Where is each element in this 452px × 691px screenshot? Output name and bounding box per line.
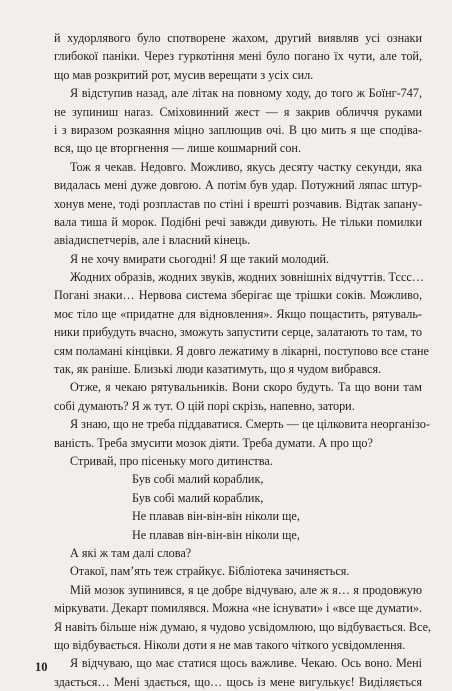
text-line: що відбувається. Ніколи доти я не мав такого чіткого усвідомлення.	[54, 637, 406, 652]
verse-line: Був собі малий кораблик,	[132, 490, 264, 505]
text-line: Тож я чекав. Недовго. Можливо, якусь десяту частку секунди, яка	[70, 159, 422, 174]
text-line: Я відступив назад, але літак на повному ходу, до того ж Боїнг-747,	[70, 86, 422, 101]
text-line: й худорлявого було спотворене жахом, другий виявляв усі ознаки	[54, 31, 422, 45]
text-line: Отже, я чекаю рятувальників. Вони скоро будуть. Та що вони там	[70, 380, 422, 395]
text-line: і з виразом розкаяння міцно заплющив очі. В цю мить я ще сподіва-	[54, 122, 422, 137]
text-line: Жодних образів, жодних звуків, жодних зовнішніх відчуттів. Тссс…	[70, 270, 424, 285]
text-line: здається… Мені здається, що… щось із мене вигулькує! Виділяється	[54, 674, 422, 689]
text-line: собі думають? Я ж тут. О цій порі скрізь, напевно, затори.	[54, 398, 355, 413]
verse-line: Не плавав він-він-він ніколи ще,	[132, 509, 300, 524]
text-line: Я знаю, що не треба піддаватися. Смерть — це цілковита неорганізо-	[70, 417, 430, 432]
page-body	[54, 29, 432, 691]
verse-line: Не плавав він-він-він ніколи ще,	[132, 527, 300, 542]
text-line: вся, що це вторгнення — лише кошмарний сон.	[54, 141, 302, 156]
text-line: авіадиспетчерів, але і власний кінець.	[54, 233, 251, 248]
text-line: міркувати. Декарт помилявся. Можна «не існувати» і «все ще думати».	[54, 601, 422, 616]
text-line: А які ж там далі слова?	[70, 545, 192, 560]
text-line: Мій мозок зупинився, я це добре відчуваю, але ж я… я продовжую	[70, 582, 422, 597]
text-line: Отакої, пам’ять теж страйкує. Бібліотека зачиняється.	[70, 564, 350, 579]
text-line: не зупиниш наraз. Сміховинний жест — я закрив обличчя руками	[54, 104, 422, 119]
text-line: Я відчуваю, що має статися щось важливе. Чекаю. Ось воно. Мені	[70, 656, 422, 671]
text-line: що мав розкритий рот, мусив верещати з усіх сил.	[54, 67, 314, 82]
page-number: 10	[35, 660, 48, 674]
verse-line: Був собі малий кораблик,	[132, 472, 264, 487]
text-line: ники прибудуть вчасно, зможуть запустити серце, залатають то там, то	[54, 325, 422, 340]
text-line: Я навіть більше ніж думаю, я чудово усвідомлюю, що відбувається. Все,	[54, 619, 432, 634]
text-line: моє тіло ще «придатне для відновлення». Якщо пощастить, рятуваль-	[54, 306, 422, 321]
text-line: ваність. Треба змусити мозок діяти. Треба думати. А про що?	[54, 435, 373, 450]
text-line: Стривай, про пісеньку мого дитинства.	[70, 453, 273, 468]
text-line: сям поламані кінцівки. Я довго лежатиму в лікарні, поступово все стане	[54, 343, 429, 358]
text-line: хонув мене, тоді розпластав по стіні і врешті розчавив. Відтак запану-	[54, 196, 422, 211]
text-line: глибокої паніки. Через гуркотіння мені було погано їх чути, але той,	[54, 49, 422, 64]
text-line: Погані знаки… Нервова система зберігає ще трішки соків. Можливо,	[54, 288, 422, 303]
text-line: так, як раніше. Близькі люди казатимуть, що я чудом вибрався.	[54, 362, 382, 377]
text-line: Я не хочу вмирати сьогодні! Я ще такий молодий.	[70, 251, 330, 266]
text-line: вала тиша й морок. Подібні речі завжди дивують. Не тільки помилки	[54, 214, 422, 229]
text-line: видалась мені дуже довгою. А потім був удар. Потужний ляпас штур-	[54, 178, 422, 193]
